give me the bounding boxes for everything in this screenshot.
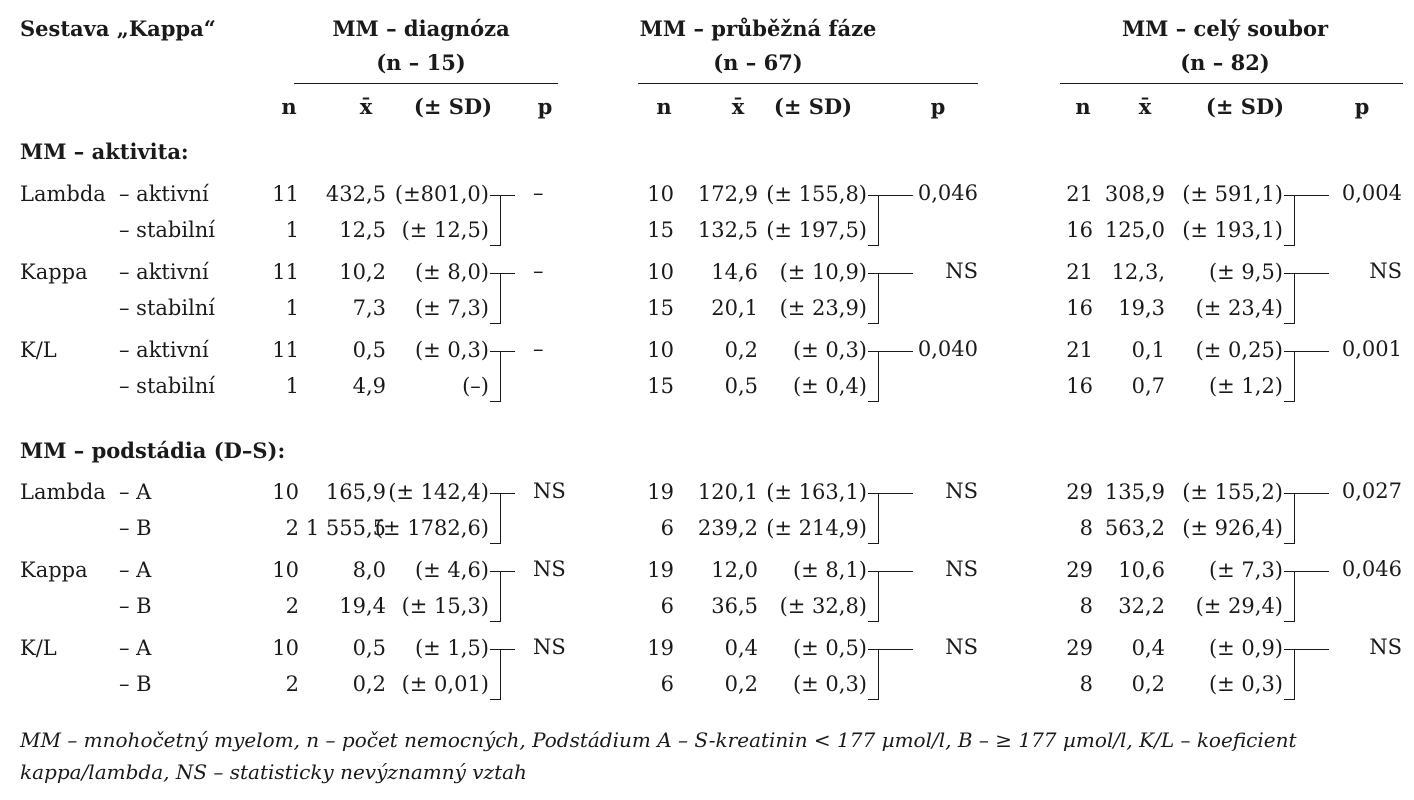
col-header-sd: (± SD): [773, 94, 853, 119]
cell-mean: 172,9: [697, 182, 758, 206]
pair-bracket: [1284, 351, 1295, 402]
pair-bracket: [490, 351, 501, 402]
cell-p: NS: [1369, 259, 1402, 283]
group-title: MM – celý soubor: [1121, 16, 1329, 41]
cell-p: 0,046: [1341, 557, 1402, 581]
bracket-connector: [1295, 649, 1329, 650]
bracket-connector: [1295, 571, 1329, 572]
cell-mean: 132,5: [697, 218, 758, 242]
cell-p: –: [533, 181, 544, 205]
bracket-connector: [879, 571, 913, 572]
cell-mean: 0,2: [352, 672, 386, 696]
bracket-connector: [879, 273, 913, 274]
cell-n: 11: [272, 182, 299, 206]
row-sublabel: – B: [119, 672, 152, 696]
bracket-connector: [501, 195, 515, 196]
pair-bracket: [490, 273, 501, 324]
cell-n: 15: [647, 296, 674, 320]
cell-mean: 14,6: [711, 260, 758, 284]
row-sublabel: – B: [119, 594, 152, 618]
cell-sd: (± 0,3): [792, 672, 867, 696]
cell-mean: 0,5: [724, 374, 758, 398]
row-sublabel: – A: [119, 636, 152, 660]
cell-sd: (± 163,1): [766, 480, 867, 504]
cell-sd: (± 23,4): [1195, 296, 1283, 320]
cell-n: 6: [660, 672, 674, 696]
pair-bracket: [868, 195, 879, 246]
cell-n: 15: [647, 218, 674, 242]
cell-mean: 0,5: [352, 338, 386, 362]
bracket-connector: [501, 493, 515, 494]
cell-sd: (± 12,5): [401, 218, 489, 242]
bracket-connector: [879, 351, 913, 352]
footnote-line: kappa/lambda, NS – statisticky nevýznamný vztah: [20, 760, 527, 784]
row-sublabel: – A: [119, 480, 152, 504]
row-sublabel: – stabilní: [119, 374, 216, 398]
bracket-connector: [879, 195, 913, 196]
cell-n: 16: [1066, 374, 1093, 398]
row-label: Lambda: [20, 480, 106, 504]
pair-bracket: [1284, 273, 1295, 324]
cell-mean: 36,5: [711, 594, 758, 618]
row-label: K/L: [20, 636, 57, 660]
cell-mean: 0,2: [724, 672, 758, 696]
cell-sd: (± 926,4): [1182, 516, 1283, 540]
row-label: Kappa: [20, 260, 88, 284]
cell-p: NS: [945, 259, 978, 283]
cell-sd: (± 7,3): [414, 296, 489, 320]
cell-mean: 0,5: [352, 636, 386, 660]
cell-n: 8: [1079, 672, 1093, 696]
cell-n: 10: [272, 480, 299, 504]
table-title: Sestava „Kappa“: [20, 16, 216, 41]
section-title: MM – podstádia (D–S):: [20, 438, 286, 463]
cell-sd: (± 591,1): [1182, 182, 1283, 206]
cell-n: 1: [285, 296, 299, 320]
cell-mean: 12,3,: [1111, 260, 1165, 284]
cell-p: NS: [533, 479, 566, 503]
col-header-sd: (± SD): [413, 94, 493, 119]
cell-n: 1: [285, 218, 299, 242]
bracket-connector: [501, 649, 515, 650]
cell-sd: (± 8,1): [792, 558, 867, 582]
row-sublabel: – aktivní: [119, 260, 209, 284]
cell-mean: 0,2: [724, 338, 758, 362]
pair-bracket: [1284, 649, 1295, 700]
cell-mean: 239,2: [697, 516, 758, 540]
cell-n: 10: [272, 558, 299, 582]
pair-bracket: [490, 571, 501, 622]
cell-mean: 432,5: [325, 182, 386, 206]
row-sublabel: – B: [119, 516, 152, 540]
cell-mean: 563,2: [1104, 516, 1165, 540]
cell-sd: (± 1,5): [414, 636, 489, 660]
cell-p: –: [533, 337, 544, 361]
bracket-connector: [501, 571, 515, 572]
cell-n: 29: [1066, 558, 1093, 582]
row-sublabel: – aktivní: [119, 182, 209, 206]
cell-sd: (± 0,9): [1208, 636, 1283, 660]
cell-sd: (± 0,3): [414, 338, 489, 362]
cell-sd: (±801,0): [394, 182, 489, 206]
col-header-p: p: [537, 94, 553, 119]
cell-mean: 12,0: [711, 558, 758, 582]
cell-p: 0,001: [1341, 337, 1402, 361]
bracket-connector: [1295, 493, 1329, 494]
cell-n: 10: [647, 338, 674, 362]
cell-n: 16: [1066, 218, 1093, 242]
cell-mean: 308,9: [1104, 182, 1165, 206]
cell-sd: (± 0,3): [1208, 672, 1283, 696]
bracket-connector: [1295, 195, 1329, 196]
cell-sd: (± 197,5): [766, 218, 867, 242]
cell-mean: 10,6: [1118, 558, 1165, 582]
cell-mean: 7,3: [352, 296, 386, 320]
col-header-sd: (± SD): [1205, 94, 1285, 119]
cell-sd: (± 1782,6): [374, 516, 489, 540]
cell-sd: (± 193,1): [1182, 218, 1283, 242]
cell-sd: (± 15,3): [401, 594, 489, 618]
cell-n: 6: [660, 516, 674, 540]
cell-n: 29: [1066, 480, 1093, 504]
bracket-connector: [1295, 351, 1329, 352]
pair-bracket: [490, 195, 501, 246]
cell-n: 19: [647, 558, 674, 582]
cell-n: 21: [1066, 182, 1093, 206]
cell-sd: (± 4,6): [414, 558, 489, 582]
cell-mean: 135,9: [1104, 480, 1165, 504]
cell-n: 19: [647, 636, 674, 660]
cell-sd: (± 155,8): [766, 182, 867, 206]
cell-p: NS: [1369, 635, 1402, 659]
cell-sd: (± 29,4): [1195, 594, 1283, 618]
cell-p: 0,040: [917, 337, 978, 361]
row-label: K/L: [20, 338, 57, 362]
row-label: Lambda: [20, 182, 106, 206]
cell-n: 11: [272, 338, 299, 362]
cell-mean: 0,7: [1131, 374, 1165, 398]
row-label: Kappa: [20, 558, 88, 582]
col-header-n: n: [281, 94, 297, 119]
pair-bracket: [868, 273, 879, 324]
cell-p: NS: [945, 635, 978, 659]
row-sublabel: – stabilní: [119, 296, 216, 320]
cell-n: 2: [285, 594, 299, 618]
cell-sd: (± 0,5): [792, 636, 867, 660]
pair-bracket: [1284, 571, 1295, 622]
group-subtitle: (n – 67): [713, 50, 803, 75]
cell-mean: 165,9: [325, 480, 386, 504]
cell-sd: (± 23,9): [779, 296, 867, 320]
cell-mean: 0,4: [724, 636, 758, 660]
cell-mean: 0,1: [1131, 338, 1165, 362]
row-sublabel: – stabilní: [119, 218, 216, 242]
cell-sd: (± 9,5): [1208, 260, 1283, 284]
cell-n: 21: [1066, 338, 1093, 362]
group-rule: [1060, 83, 1403, 84]
cell-mean: 8,0: [352, 558, 386, 582]
cell-mean: 19,3: [1118, 296, 1165, 320]
cell-sd: (± 142,4): [388, 480, 489, 504]
cell-mean: 32,2: [1118, 594, 1165, 618]
cell-mean: 125,0: [1104, 218, 1165, 242]
cell-mean: 0,2: [1131, 672, 1165, 696]
col-header-p: p: [1354, 94, 1370, 119]
cell-p: NS: [533, 635, 566, 659]
cell-p: NS: [945, 557, 978, 581]
bracket-connector: [1295, 273, 1329, 274]
pair-bracket: [868, 493, 879, 544]
pair-bracket: [490, 493, 501, 544]
bracket-connector: [879, 493, 913, 494]
pair-bracket: [1284, 493, 1295, 544]
cell-sd: (± 155,2): [1182, 480, 1283, 504]
cell-sd: (± 214,9): [766, 516, 867, 540]
group-rule: [638, 83, 978, 84]
cell-mean: 10,2: [339, 260, 386, 284]
cell-sd: (± 10,9): [779, 260, 867, 284]
bracket-connector: [879, 649, 913, 650]
group-title: MM – průběžná fáze: [639, 16, 877, 41]
col-header-mean: x̄: [1138, 94, 1152, 119]
bracket-connector: [501, 273, 515, 274]
cell-n: 2: [285, 516, 299, 540]
cell-n: 1: [285, 374, 299, 398]
pair-bracket: [868, 351, 879, 402]
cell-mean: 20,1: [711, 296, 758, 320]
cell-mean: 120,1: [697, 480, 758, 504]
cell-n: 29: [1066, 636, 1093, 660]
cell-mean: 4,9: [352, 374, 386, 398]
cell-p: NS: [945, 479, 978, 503]
pair-bracket: [490, 649, 501, 700]
cell-n: 10: [272, 636, 299, 660]
cell-p: 0,004: [1341, 181, 1402, 205]
group-title: MM – diagnóza: [332, 16, 510, 41]
cell-n: 8: [1079, 594, 1093, 618]
cell-mean: 1 555,5: [305, 516, 386, 540]
cell-sd: (± 7,3): [1208, 558, 1283, 582]
cell-sd: (–): [462, 374, 489, 398]
bracket-connector: [501, 351, 515, 352]
cell-p: 0,027: [1341, 479, 1402, 503]
col-header-p: p: [930, 94, 946, 119]
cell-n: 21: [1066, 260, 1093, 284]
section-title: MM – aktivita:: [20, 139, 189, 164]
cell-sd: (± 0,25): [1195, 338, 1283, 362]
cell-sd: (± 0,3): [792, 338, 867, 362]
cell-sd: (± 1,2): [1208, 374, 1283, 398]
cell-sd: (± 32,8): [779, 594, 867, 618]
cell-n: 2: [285, 672, 299, 696]
cell-n: 10: [647, 182, 674, 206]
row-sublabel: – A: [119, 558, 152, 582]
cell-n: 11: [272, 260, 299, 284]
col-header-mean: x̄: [359, 94, 373, 119]
cell-sd: (± 0,01): [401, 672, 489, 696]
row-sublabel: – aktivní: [119, 338, 209, 362]
cell-sd: (± 0,4): [792, 374, 867, 398]
cell-n: 15: [647, 374, 674, 398]
group-rule: [294, 83, 558, 84]
cell-p: NS: [533, 557, 566, 581]
group-subtitle: (n – 82): [1180, 50, 1270, 75]
cell-p: –: [533, 259, 544, 283]
col-header-n: n: [1075, 94, 1091, 119]
cell-n: 16: [1066, 296, 1093, 320]
cell-mean: 19,4: [339, 594, 386, 618]
cell-p: 0,046: [917, 181, 978, 205]
cell-n: 6: [660, 594, 674, 618]
cell-mean: 12,5: [339, 218, 386, 242]
col-header-mean: x̄: [731, 94, 745, 119]
cell-n: 8: [1079, 516, 1093, 540]
pair-bracket: [868, 649, 879, 700]
cell-n: 19: [647, 480, 674, 504]
group-subtitle: (n – 15): [376, 50, 466, 75]
pair-bracket: [1284, 195, 1295, 246]
cell-mean: 0,4: [1131, 636, 1165, 660]
cell-n: 10: [647, 260, 674, 284]
footnote-line: MM – mnohočetný myelom, n – počet nemocných, Podstádium A – S-kreatinin < 177 µmol/l, B – ≥ 177 µmol/l, K/L – koeficient: [20, 728, 1297, 752]
pair-bracket: [868, 571, 879, 622]
col-header-n: n: [656, 94, 672, 119]
cell-sd: (± 8,0): [414, 260, 489, 284]
